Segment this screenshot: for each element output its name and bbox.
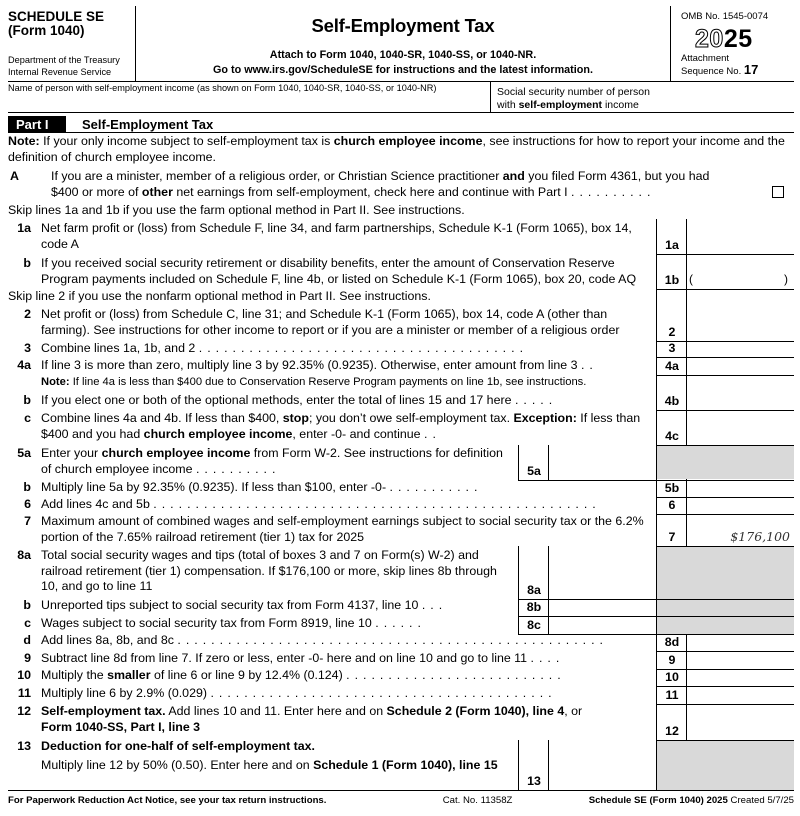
line-code-label: 3 [668,341,676,355]
form-title: Self-Employment Tax [311,15,495,36]
header-left [8,6,136,81]
t12-a: Self-employment tax. [41,704,166,718]
form-number: (Form 1040) [8,23,85,38]
ssn-label1: Social security number of person [497,86,650,98]
line-a-t3: you filed Form 4361, but you had [524,169,710,183]
tax-year [695,27,794,51]
line-code-label: 10 [665,670,679,684]
t4c-a: Combine lines 4a and 4b. If less than $400, [41,411,283,425]
num-8b: b [23,598,31,612]
omb-number: OMB No. 1545-0074 [681,11,769,22]
text-13 [41,758,514,774]
line-7-amount: $176,100 [730,529,790,544]
line-code-label: 8a [527,583,541,597]
t10-b: smaller [107,668,151,682]
t10-a: Multiply the [41,668,108,682]
line-a-t4: $400 or more of [51,184,142,199]
dept-line2: Internal Revenue Service [8,67,112,77]
ssn-label2c: income [602,99,639,111]
t12-c: Schedule 2 (Form 1040), line 4 [386,704,565,718]
line-code-label: 1b [664,273,680,287]
num-1b: b [23,256,31,270]
text-3: Combine lines 1a, 1b, and 2 [41,341,196,355]
line-a-text: If you are a minister, member of a religious order, or Christian Science practitioner and you filed Form 4361, but you had $400 or more of other net earnings from self-employment, check here and continue with Part I .......... [51,169,710,199]
line-code-label: 4b [664,394,680,408]
sequence-label: Sequence No. [681,66,742,77]
line-a-t2: and [502,169,525,183]
line-code-label: 8d [664,635,680,649]
t4c-c: ; you don’t owe self-employment tax. [308,411,514,425]
text-4c: Combine lines 4a and 4b. If less than $400, stop; you don’t owe self-employment tax. Exception: If less than $400 and you had church employee income, enter -0- and continue .. [41,411,641,441]
shade-13 [657,740,794,790]
text-11: Multiply line 6 by 2.9% (0.029) [41,686,207,700]
line-3: 3 Combine lines 1a, 1b, and 2 ....................................... [8,341,654,357]
skip-1 [8,203,794,219]
num-2: 2 [24,307,31,321]
note-label: Note: [8,134,40,148]
line-7 [8,514,654,545]
text-13-title: Deduction for one-half of self-employment tax. [41,739,315,753]
name-label: Name of person with self-employment income (as shown on Form 1040, 1040-SR, 1040-SS, or 1040-NR) [8,83,437,93]
note-bold: church employee income [333,134,483,148]
dept-line1: Department of the Treasury [8,55,120,65]
name-field[interactable] [8,82,490,112]
year-bold: 25 [723,25,753,53]
line-code-label: 8c [527,618,541,632]
text-5a: Enter your church employee income from Form W-2. See instructions for definition of church employee income .......... [41,446,503,476]
header-right [670,6,794,81]
num-10: 10 [17,668,31,682]
text-4b: If you elect one or both of the optional methods, enter the total of lines 15 and 17 here [41,393,512,407]
num-4a: 4a [17,358,31,372]
ssn-label2a: with [497,99,519,111]
text-1b: If you received social security retirement or disability benefits, enter the amount of Conservation Reserve Program payments included on Schedule F, line 4b, or listed on Schedule K-1 (Form 1065), box 20, code AQ [41,256,637,286]
line-1a [8,221,654,252]
t4c-e: If less than $400 and you had [41,411,641,441]
num-13: 13 [17,739,31,753]
amount-field[interactable] [549,616,656,634]
t12-d: , or [564,704,583,718]
line-code-label: 5a [527,464,541,478]
amount-field[interactable] [687,357,793,375]
skip-1-text: Skip lines 1a and 1b if you use the farm optional method in Part II. See instructions. [8,203,465,217]
line-10: 10 Multiply the smaller of line 6 or line 9 by 12.4% (0.124) .......................... [8,668,654,684]
amount-field[interactable] [687,651,793,669]
form-header [8,6,794,82]
amount-field[interactable] [549,599,656,616]
amount-field[interactable] [687,686,793,704]
t12-e: Form 1040-SS, Part I, line 3 [41,719,201,734]
num-9: 9 [24,651,31,665]
line-1b [8,256,654,287]
form-footer [8,790,794,806]
text-2: Net profit or (loss) from Schedule C, line 31; and Schedule K-1 (Form 1065), box 14, code A (other than farming). See instructions for other income to report or if you are a minister or member of a religious order [41,307,620,337]
department [8,54,135,78]
amount-field[interactable] [687,307,793,341]
text-8b: Unreported tips subject to social security tax from Form 4137, line 10 [41,598,419,612]
num-7: 7 [24,514,31,528]
t5a-c: from Form W-2. See instructions for definition of church employee income [41,446,503,476]
line-5a [8,446,514,477]
line-13 [8,739,654,755]
skip-2-text: Skip line 2 if you use the nonfarm optional method in Part II. See instructions. [8,289,431,303]
footer-right [589,795,794,806]
num-8a: 8a [17,548,31,562]
line-8b: b Unreported tips subject to social security tax from Form 4137, line 10 ... [8,598,514,614]
skip-2 [8,289,794,305]
num-5b: b [23,480,31,494]
row-separator [656,445,794,446]
line-a-num: A [10,169,19,183]
part1-heading [8,116,794,133]
line-code-label: 5b [664,481,680,495]
footer-right-bold: Schedule SE (Form 1040) 2025 [588,795,728,806]
text-7: Maximum amount of combined wages and self-employment earnings subject to social security tax or the 6.2% portion of the 7.65% railroad retirement (tier 1) tax for 2025 [41,514,644,544]
num-11: 11 [17,686,31,700]
line-a [8,169,794,200]
line-code-label: 7 [668,530,676,544]
num-4c: c [24,411,31,425]
line-code-label: 13 [527,774,541,788]
line-13b [8,758,514,774]
line-code-label: 1a [665,238,679,252]
line-8c: c Wages subject to social security tax from Form 8919, line 10 ...... [8,616,514,632]
amount-field[interactable] [687,497,793,514]
t4c-d: Exception: [513,411,577,425]
paren-open: ( [689,272,693,286]
line-11: 11 Multiply line 6 by 2.9% (0.029) ......................................... [8,686,654,702]
line-code-label: 12 [665,724,679,738]
line-a-t1: If you are a minister, member of a religious order, or Christian Science practitioner [51,169,503,183]
header-center [136,6,670,81]
note-4a-label: Note: [41,375,70,388]
amount-field[interactable] [687,392,793,410]
attachment-label: Attachment [681,53,730,64]
ssn-label2b: self-employment [518,99,603,111]
line-9: 9 Subtract line 8d from line 7. If zero or less, enter -0- here and on line 10 and go to line 11 .... [8,651,654,667]
line-6: 6 Add lines 4c and 5b ..................................................... [8,497,654,513]
t13-b: Multiply line 12 by 50% (0.50). Enter here and on [41,758,314,772]
attachment-seq [681,53,794,77]
text-6: Add lines 4c and 5b [41,497,150,511]
shade-8 [657,546,794,634]
num-3: 3 [24,341,31,355]
text-5b: Multiply line 5a by 92.35% (0.9235). If less than $100, enter -0- [41,480,387,494]
text-12 [41,704,654,735]
line-5b: b Multiply line 5a by 92.35% (0.9235). If less than $100, enter -0- ........... [8,480,654,496]
num-12: 12 [17,704,31,718]
footer-notice: For Paperwork Reduction Act Notice, see your tax return instructions. [8,795,327,806]
sequence-number: 17 [743,62,759,77]
line-a-t5: other [141,184,173,199]
schedule-name: SCHEDULE SE [8,9,105,24]
paren-close: ) [784,272,788,286]
line-4b: b If you elect one or both of the optional methods, enter the total of lines 15 and 17 here ..... [8,393,654,409]
line-code-label: 8b [526,600,542,614]
row-separator [656,546,794,547]
t13-c: Schedule 1 (Form 1040), line 15 [313,758,498,772]
part-title: Self-Employment Tax [82,116,214,132]
t5a-b: church employee income [101,446,251,460]
note-text2: , see instructions for how to report your income and the definition of church employee income. [8,134,785,164]
line-code-label: 9 [668,653,676,667]
num-4b: b [23,393,31,407]
note-text1: If your only income subject to self-employment tax is [39,134,334,148]
t12-b: Add lines 10 and 11. Enter here and on [165,704,387,718]
row-separator [656,375,794,376]
text-8c: Wages subject to social security tax from Form 8919, line 10 [41,616,372,630]
amount-field[interactable] [687,634,793,651]
num-8d: d [23,633,31,647]
note-4a-text: If line 4a is less than $400 due to Conservation Reserve Program payments on line 1b, see instructions. [69,375,587,388]
ssn-field[interactable] [490,82,794,112]
num-1a: 1a [17,221,31,235]
line-8a [8,548,514,595]
text-9: Subtract line 8d from line 7. If zero or less, enter -0- here and on line 10 and go to line 11 [41,651,528,665]
amount-field[interactable] [687,704,793,740]
num-8c: c [24,616,31,630]
line-code-label: 4c [665,429,679,443]
t4c-f: church employee income [143,426,293,441]
amount-field[interactable] [687,480,793,497]
shade-5a [657,445,794,479]
amount-field[interactable] [687,220,793,254]
footer-cat: Cat. No. 11358Z [442,795,513,806]
line-code-label: 11 [665,688,679,702]
t10-c: of line 6 or line 9 by 12.4% (0.124) [150,668,343,682]
line-code-label: 2 [668,325,676,339]
intro-note [8,134,794,165]
name-row [8,82,794,113]
line-2 [8,307,654,338]
text-4a: If line 3 is more than zero, multiply line 3 by 92.35% (0.9235). Otherwise, enter amount from line 3 [41,358,578,372]
line-12 [8,704,654,735]
num-5a: 5a [17,446,31,460]
amount-field[interactable] [549,546,656,599]
goto-instruction: Go to www.irs.gov/ScheduleSE for instructions and the latest information. [213,64,593,76]
t4c-g: , enter -0- and continue [292,426,421,441]
line-4a: 4a If line 3 is more than zero, multiply line 3 by 92.35% (0.9235). Otherwise, enter amount from line 3 .. Note: If line 4a is less than $400 due to Conservation Reserve Program payments on line 1b, see instructions. [8,358,654,390]
line-8d: d Add lines 8a, 8b, and 8c ................................................... [8,633,654,649]
t5a-a: Enter your [41,446,102,460]
year-outline: 20 [695,25,724,53]
footer-created: Created 5/7/25 [727,795,794,806]
row-separator [656,740,794,741]
line-code-label: 6 [668,498,676,512]
part-label: Part I [8,116,66,133]
t4c-b: stop [282,411,309,425]
amount-field[interactable] [687,341,793,357]
line-a-t6: net earnings from self-employment, check here and continue with Part I [172,184,568,199]
text-1a: Net farm profit or (loss) from Schedule F, line 34, and farm partnerships, Schedule K-1 (Form 1065), box 14, code A [41,221,632,251]
amount-field[interactable] [687,254,793,289]
text-8d: Add lines 8a, 8b, and 8c [41,633,174,647]
text-8a: Total social security wages and tips (total of boxes 3 and 7 on Form(s) W-2) and railroad retirement (tier 1) compensation. If $176,100 or more, skip lines 8b through 10, and go to line 11 [41,548,497,593]
attach-instruction: Attach to Form 1040, 1040-SR, 1040-SS, or 1040-NR. [269,49,537,61]
amount-field[interactable] [687,410,793,445]
amount-field[interactable] [549,445,656,480]
amount-field[interactable] [687,669,793,686]
num-6: 6 [24,497,31,511]
line-4c [8,411,654,442]
line-code-label: 4a [665,359,679,373]
